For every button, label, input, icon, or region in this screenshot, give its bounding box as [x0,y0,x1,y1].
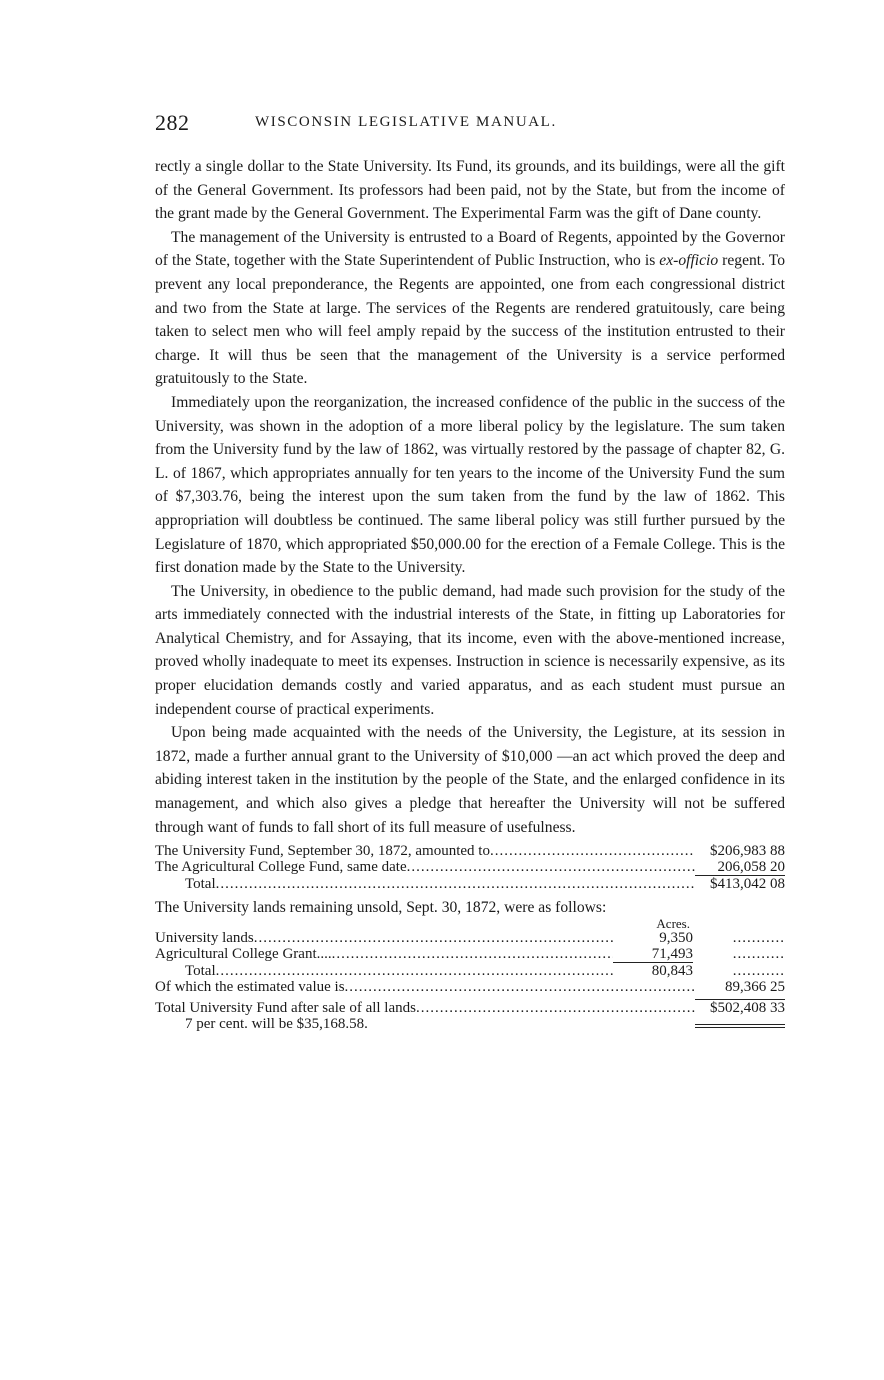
fund-row-total [155,875,785,892]
interest-line: 7 per cent. will be $35,168.58. [185,1016,368,1033]
agricultural-fund-label: The Agricultural College Fund, same date [155,859,407,876]
page-number: 282 [155,110,190,135]
page-header [155,110,785,140]
fund-row-agricultural [155,859,785,875]
university-fund-amount: $206,983 88 [710,843,785,860]
paragraph-2 [155,226,785,391]
university-lands-label: University lands [155,930,254,947]
lands-table [155,930,785,1032]
lands-row-total-fund [155,999,785,1016]
paragraph-3: Immediately upon the reorganization, the increased confidence of the public in the success of the University, was shown in the adoption of a more liberal policy by the legislature. The sum taken from the University fund by the law of 1862, was virtually restored by the passage of chapter 82, G. L. of 1867, which appropriates annually for ten years to the income of the University Fund the sum of $7,303.76, being the interest upon the sum taken from the fund by the law of 1862. This appropriation will doubtless be continued. The same liberal policy was still further pursued by the Legislature of 1870, which appropriated $50,000.00 for the erection of a Female College. This is the first donation made by the State to the University. [155,393,785,577]
agricultural-grant-acres: 71,493 [651,946,693,963]
paragraph-1: rectly a single dollar to the State University. Its Fund, its grounds, and its buildings, were all the gift of the General Government. Its professors had been paid, not by the State, but from the income of the grant made by the General Government. The Experimental Farm was the gift of Dane county. [155,158,785,223]
lands-row-estimated-value [155,979,785,995]
paragraph-2-start: The management of the University is entrusted to a Board of Regents, appointed by the Governor of the State, together with the State Superintendent of Public Instruction, who is [155,228,785,270]
university-fund-label: The University Fund, September 30, 1872, amounted to [155,843,490,860]
paragraph-5: Upon being made acquainted with the needs of the University, the Legisture, at its session in 1872, made a further annual grant to the University of $10,000 —an act which proved the deep and abiding interest taken in the institution by the people of the State, and the enlarged confidence in its management, and which also gives a pledge that hereafter the University will not be suffered through want of funds to fall short of its full measure of usefulness. [155,724,785,836]
fund-total-amount: $413,042 08 [695,875,785,892]
lands-row-interest [155,1016,785,1032]
lands-row-university: University lands ..... 9,350 ........... [155,930,785,946]
lands-row-total: Total ..... 80,843 ........... [155,962,785,979]
lands-intro: The University lands remaining unsold, Sept. 30, 1872, were as follows: [155,899,607,917]
ex-officio-term: ex-officio [659,252,719,270]
paragraph-2-rest: regent. To prevent any local preponderance, the Regents are appointed, one from each congressional district and two from the State at large. The services of the Regents are rendered gratuitously, care being taken to select men who will feel amply repaid by the success of the institution entrusted to their charge. It will thus be seen that the management of the University is a service performed gratuitously to the State. [155,252,786,388]
fund-total-label: Total [185,876,216,893]
total-fund-amount: $502,408 33 [695,999,785,1016]
paragraph-4: The University, in obedience to the public demand, had made such provision for the study of the arts immediately connected with the industrial interests of the State, in fitting up Laboratories for Analytical Chemistry, and for Assaying, that its income, even with the above-mentioned increase, proved wholly inadequate to meet its expenses. Instruction in science is necessarily expensive, as its proper elucidation demands costly and varied apparatus, and as each student must pursue an independent course of practical experiments. [155,582,785,718]
total-fund-label: Total University Fund after sale of all lands [155,1000,416,1017]
final-double-rule [695,1022,785,1028]
lands-total-label: Total [185,963,216,980]
lands-total-acres: 80,843 [613,962,693,979]
lands-row-agricultural: Agricultural College Grant.... ..... 71,493 ........... [155,946,785,962]
estimated-value-amount: 89,366 25 [725,979,785,996]
running-title: WISCONSIN LEGISLATIVE MANUAL. [255,114,557,130]
funds-table [155,843,785,892]
agricultural-fund-amount: 206,058 20 [717,859,785,876]
agricultural-grant-label: Agricultural College Grant.... [155,946,332,963]
acres-column-header: Acres. [656,916,690,932]
fund-row-university [155,843,785,859]
page-body [155,155,785,1032]
university-lands-acres: 9,350 [659,930,693,947]
estimated-value-label: Of which the estimated value is [155,979,345,996]
